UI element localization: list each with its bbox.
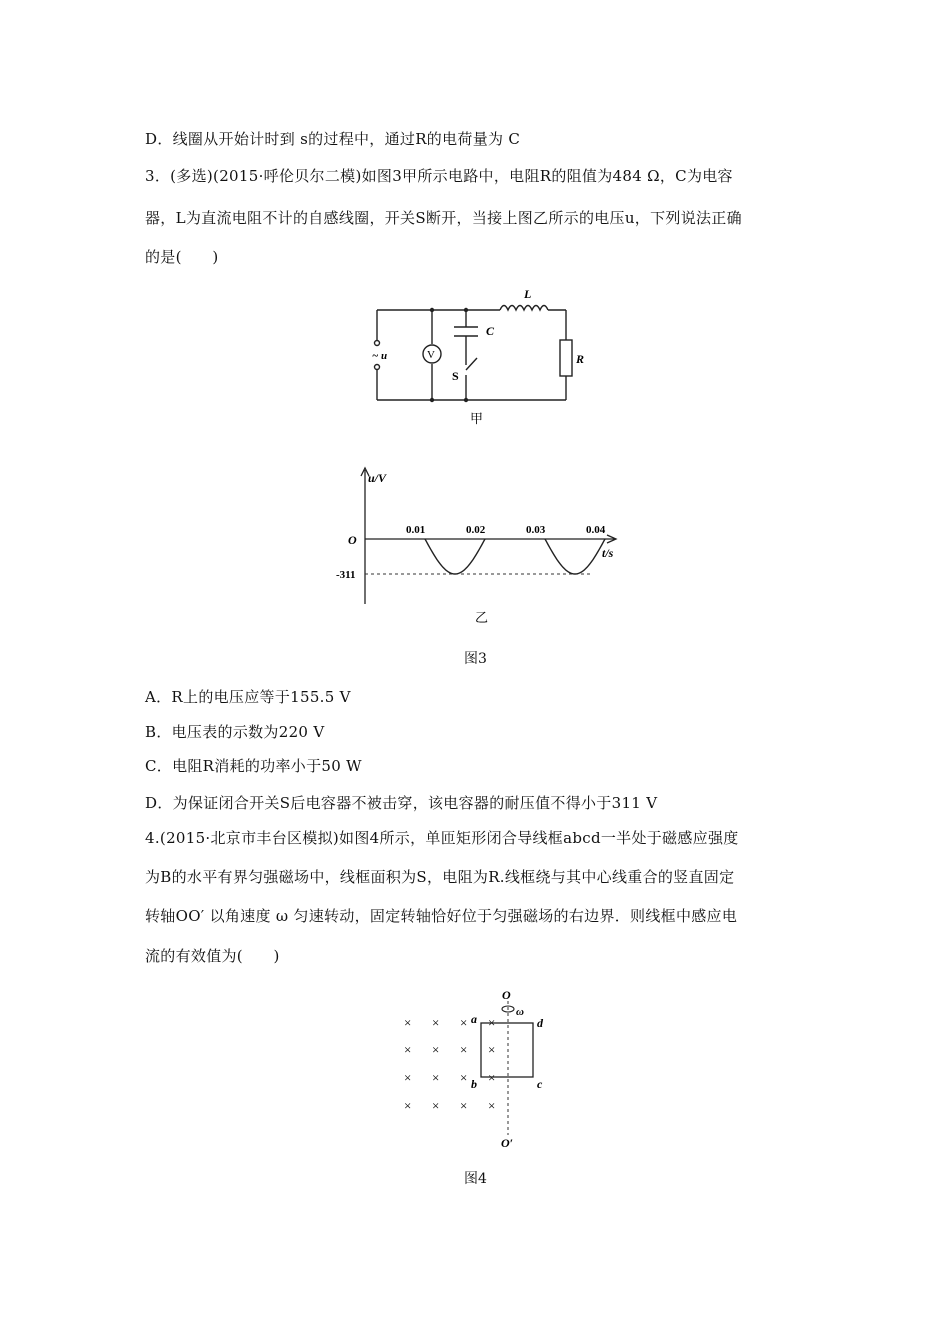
- waveform-half-cycle-2: [545, 539, 605, 574]
- question-4-line-2: 为B的水平有界匀强磁场中，线框面积为S，电阻为R.线框绕与其中心线重合的竖直固定: [145, 868, 735, 886]
- corner-d-label: d: [537, 1016, 543, 1030]
- option-a: A．R上的电压应等于155.5 V: [145, 688, 351, 706]
- corner-c-label: c: [537, 1077, 543, 1091]
- omega-label: ω: [516, 1006, 524, 1018]
- x-tick-label: 0.01: [406, 524, 426, 536]
- question-4-line-1: 4.(2015·北京市丰台区模拟)如图4所示，单匝矩形闭合导线框abcd一半处于磁感应强度: [145, 829, 739, 847]
- field-cross-mark: ×: [432, 1015, 440, 1030]
- question-3-line-1: 3．(多选)(2015·呼伦贝尔二模)如图3甲所示电路中，电阻R的阻值为484 Ω，C为电容: [145, 167, 733, 185]
- option-d: D．为保证闭合开关S后电容器不被击穿，该电容器的耐压值不得小于311 V: [145, 794, 658, 812]
- field-cross-mark: ×: [404, 1042, 412, 1057]
- x-tick-label: 0.02: [466, 524, 486, 536]
- question-4-line-3: 转轴OO′ 以角速度 ω 匀速转动，固定转轴恰好位于匀强磁场的右边界．则线框中感应电: [145, 907, 738, 925]
- option-c: C．电阻R消耗的功率小于50 W: [145, 757, 362, 775]
- field-cross-mark: ×: [460, 1098, 468, 1113]
- x-tick-label: 0.04: [586, 524, 606, 536]
- x-tick-label: 0.03: [526, 524, 546, 536]
- circuit-diagram: [360, 280, 590, 430]
- axis-label-top: O: [502, 988, 511, 1002]
- y-axis-label: u/V: [368, 471, 387, 485]
- field-cross-mark: ×: [404, 1098, 412, 1113]
- y-tick-label: -311: [336, 569, 356, 581]
- figure-3-caption: 图3: [464, 651, 487, 667]
- field-cross-mark: ×: [432, 1070, 440, 1085]
- field-cross-mark: ×: [432, 1042, 440, 1057]
- question-3-line-2: 器，L为直流电阻不计的自感线圈，开关S断开，当接上图乙所示的电压u，下列说法正确: [145, 209, 742, 227]
- switch-label: S: [452, 369, 459, 383]
- waveform-half-cycle-1: [425, 539, 485, 574]
- field-cross-mark: ×: [460, 1015, 468, 1030]
- field-cross-mark: ×: [460, 1042, 468, 1057]
- question-3-line-3: 的是( ): [145, 248, 219, 266]
- field-cross-mark: ×: [488, 1098, 496, 1113]
- circuit-caption: 甲: [470, 411, 484, 426]
- field-cross-mark: ×: [488, 1015, 496, 1030]
- origin-label: O: [348, 533, 357, 547]
- option-d-prev-question: D．线圈从开始计时到 s的过程中，通过R的电荷量为 C: [145, 130, 521, 148]
- figure-4-caption: 图4: [464, 1171, 487, 1187]
- source-label: ~ u: [372, 350, 388, 362]
- voltage-waveform-chart: [330, 462, 630, 632]
- inductor-label: L: [524, 287, 532, 301]
- corner-b-label: b: [471, 1077, 477, 1091]
- waveform-caption: 乙: [475, 610, 489, 625]
- question-4-line-4: 流的有效值为( ): [145, 947, 280, 965]
- capacitor-label: C: [486, 324, 495, 338]
- option-b: B．电压表的示数为220 V: [145, 723, 325, 741]
- magnetic-field-loop-diagram: [395, 985, 565, 1155]
- voltmeter-symbol: V: [427, 349, 435, 361]
- field-cross-mark: ×: [488, 1042, 496, 1057]
- field-cross-mark: ×: [488, 1070, 496, 1085]
- field-cross-mark: ×: [460, 1070, 468, 1085]
- x-axis-label: t/s: [602, 546, 614, 560]
- field-cross-mark: ×: [404, 1070, 412, 1085]
- corner-a-label: a: [471, 1012, 477, 1026]
- resistor-label: R: [576, 352, 585, 366]
- field-cross-mark: ×: [404, 1015, 412, 1030]
- axis-label-bottom: O′: [501, 1136, 514, 1150]
- field-cross-mark: ×: [432, 1098, 440, 1113]
